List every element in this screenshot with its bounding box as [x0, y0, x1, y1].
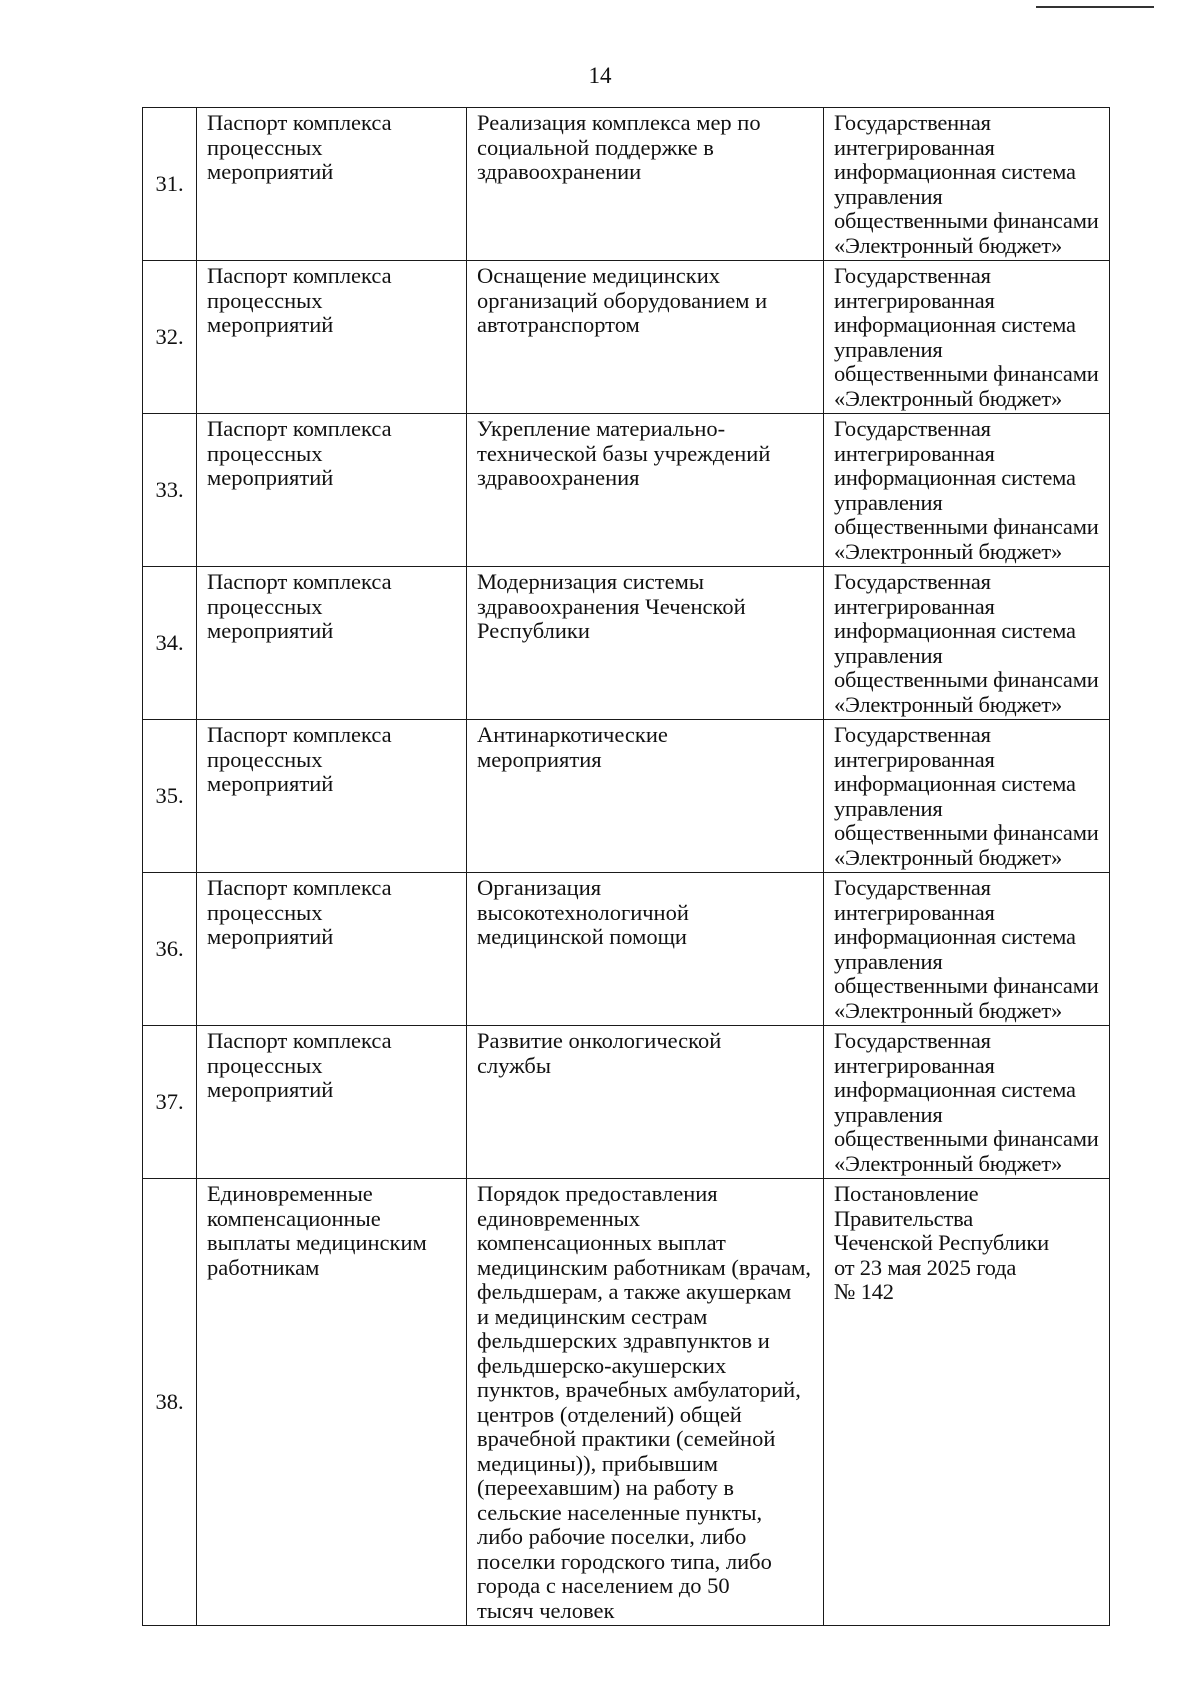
document-name: Укрепление материально- технической базы учреждений здравоохранения [477, 416, 771, 490]
table-row [143, 261, 1110, 414]
table-row [143, 108, 1110, 261]
source-cell [824, 1026, 1110, 1179]
document-name-cell [467, 108, 824, 261]
document-type: Паспорт комплекса процессных мероприятий [207, 875, 392, 949]
row-number: 38. [143, 1179, 197, 1626]
document-name: Модернизация системы здравоохранения Чеченской Республики [477, 569, 746, 643]
page-number: 14 [588, 63, 612, 88]
document-name: Реализация комплекса мер по социальной поддержке в здравоохранении [477, 110, 761, 184]
document-type: Единовременные компенсационные выплаты медицинским работникам [207, 1181, 427, 1280]
table-row [143, 720, 1110, 873]
source-cell [824, 567, 1110, 720]
document-name: Развитие онкологической службы [477, 1028, 722, 1078]
source-text: Государственная интегрированная информационная система управления общественными финансами «Электронный бюджет» [834, 1028, 1099, 1176]
document-type: Паспорт комплекса процессных мероприятий [207, 416, 392, 490]
document-type: Паспорт комплекса процессных мероприятий [207, 263, 392, 337]
source-cell [824, 108, 1110, 261]
source-text: Государственная интегрированная информационная система управления общественными финансами «Электронный бюджет» [834, 875, 1099, 1023]
source-text: Государственная интегрированная информационная система управления общественными финансами «Электронный бюджет» [834, 263, 1099, 411]
document-name: Антинаркотические мероприятия [477, 722, 668, 772]
source-cell [824, 414, 1110, 567]
row-number: 37. [143, 1026, 197, 1179]
table-row [143, 873, 1110, 1026]
document-name-cell [467, 567, 824, 720]
row-number: 35. [143, 720, 197, 873]
row-number: 31. [143, 108, 197, 261]
document-name: Оснащение медицинских организаций оборудованием и автотранспортом [477, 263, 768, 337]
document-name-cell [467, 261, 824, 414]
table-row [143, 1026, 1110, 1179]
table-row [143, 1179, 1110, 1626]
document-name: Порядок предоставления единовременных компенсационных выплат медицинским работникам (врачам, фельдшерам, а также акушеркам и медицинским сестрам фельдшерских здравпунктов и фельдшерско-акушерских пунктов, врачебных амбулаторий, центров (отделений) общей врачебной практики (семейной медицины)), прибывшим (переехавшим) на работу в сельские населенные пункты, либо рабочие поселки, либо поселки городского типа, либо города с населением до 50 тысяч человек [477, 1181, 811, 1623]
document-type: Паспорт комплекса процессных мероприятий [207, 110, 392, 184]
source-cell [824, 873, 1110, 1026]
document-name-cell [467, 1179, 824, 1626]
document-type-cell [197, 261, 467, 414]
table-row [143, 414, 1110, 567]
top-rule [1036, 6, 1154, 8]
row-number: 34. [143, 567, 197, 720]
document-name-cell [467, 873, 824, 1026]
document-type-cell [197, 108, 467, 261]
document-type-cell [197, 567, 467, 720]
row-number: 32. [143, 261, 197, 414]
document-name-cell [467, 1026, 824, 1179]
document-name-cell [467, 720, 824, 873]
document-type-cell [197, 873, 467, 1026]
document-table [142, 107, 1110, 1626]
source-text: Государственная интегрированная информационная система управления общественными финансами «Электронный бюджет» [834, 569, 1099, 717]
document-name-cell [467, 414, 824, 567]
source-cell [824, 1179, 1110, 1626]
source-text: Государственная интегрированная информационная система управления общественными финансами «Электронный бюджет» [834, 110, 1099, 258]
document-type-cell [197, 414, 467, 567]
document-type-cell [197, 1026, 467, 1179]
document-type: Паспорт комплекса процессных мероприятий [207, 1028, 392, 1102]
source-text: Постановление Правительства Чеченской Республики от 23 мая 2025 года № 142 [834, 1181, 1049, 1304]
document-type-cell [197, 720, 467, 873]
document-name: Организация высокотехнологичной медицинской помощи [477, 875, 689, 949]
row-number: 33. [143, 414, 197, 567]
document-type-cell [197, 1179, 467, 1626]
document-type: Паспорт комплекса процессных мероприятий [207, 722, 392, 796]
row-number: 36. [143, 873, 197, 1026]
table-row [143, 567, 1110, 720]
source-text: Государственная интегрированная информационная система управления общественными финансами «Электронный бюджет» [834, 416, 1099, 564]
source-text: Государственная интегрированная информационная система управления общественными финансами «Электронный бюджет» [834, 722, 1099, 870]
source-cell [824, 261, 1110, 414]
source-cell [824, 720, 1110, 873]
document-type: Паспорт комплекса процессных мероприятий [207, 569, 392, 643]
